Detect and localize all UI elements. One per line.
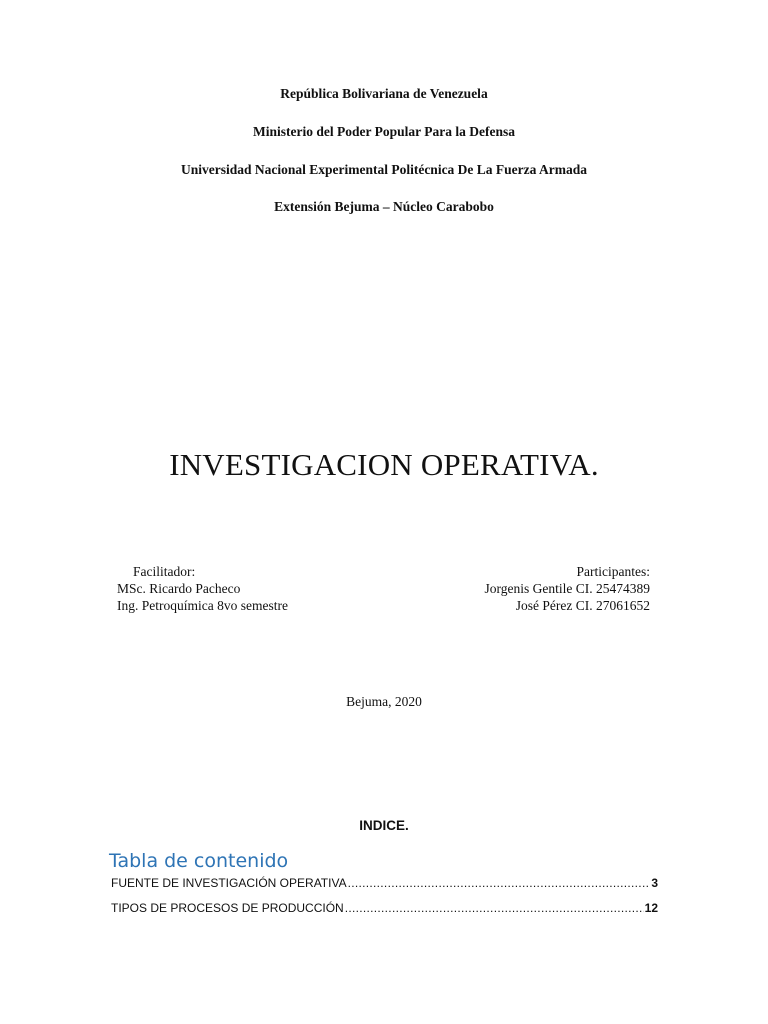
participants-label: Participantes: [576, 564, 650, 579]
toc-entry-page: 3 [651, 876, 658, 890]
participant-1: Jorgenis Gentile CI. 25474389 [484, 581, 650, 596]
index-heading: INDICE. [359, 818, 409, 833]
facilitator-program: Ing. Petroquímica 8vo semestre [117, 598, 288, 613]
facilitator-label: Facilitador: [133, 564, 196, 579]
facilitator-name: MSc. Ricardo Pacheco [117, 581, 241, 596]
participants-block [400, 563, 650, 614]
toc-leader-dots [348, 876, 651, 891]
toc-entry-label: TIPOS DE PROCESOS DE PRODUCCIÓN [111, 901, 344, 915]
header-extension: Extensión Bejuma – Núcleo Carabobo [274, 199, 494, 214]
toc-entry-label: FUENTE DE INVESTIGACIÓN OPERATIVA [111, 876, 347, 890]
toc-entry[interactable] [111, 901, 658, 916]
header-country: República Bolivariana de Venezuela [280, 86, 488, 101]
place-date: Bejuma, 2020 [346, 694, 422, 709]
toc-entry-page: 12 [644, 901, 658, 915]
toc-entry[interactable] [111, 876, 658, 891]
header-ministry: Ministerio del Poder Popular Para la Defensa [253, 124, 515, 139]
facilitator-block [117, 563, 377, 614]
document-title: INVESTIGACION OPERATIVA. [169, 447, 599, 482]
toc-leader-dots [345, 901, 644, 916]
participant-2: José Pérez CI. 27061652 [515, 598, 650, 613]
header-university: Universidad Nacional Experimental Politécnica De La Fuerza Armada [180, 162, 588, 177]
toc-title: Tabla de contenido [109, 850, 289, 872]
